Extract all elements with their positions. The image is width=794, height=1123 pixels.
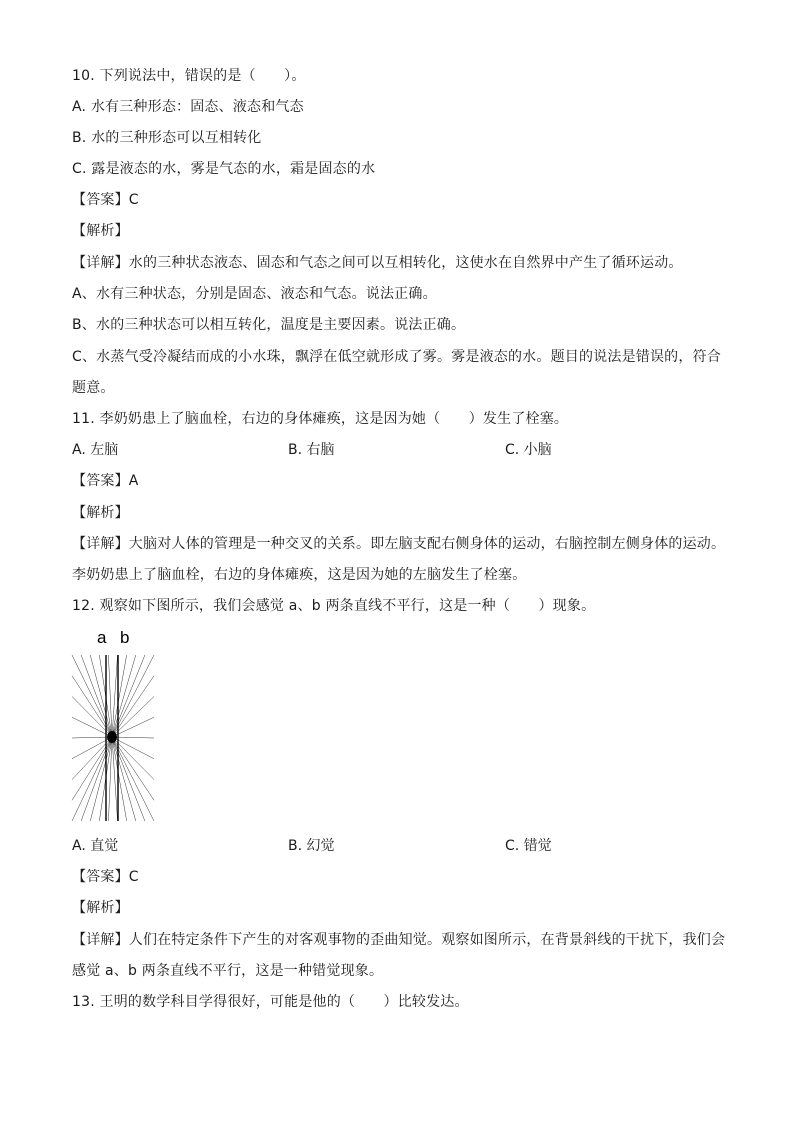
q11-option-c: C. 小脑 bbox=[505, 442, 552, 458]
q12-option-b: B. 幻觉 bbox=[288, 838, 335, 854]
q10-detail-line: A、水有三种状态，分别是固态、液态和气态。说法正确。 bbox=[72, 286, 437, 302]
q10-option-b: B. 水的三种形态可以互相转化 bbox=[72, 130, 262, 146]
q12-detail-line: 感觉 a、b 两条直线不平行，这是一种错觉现象。 bbox=[72, 963, 384, 979]
q11-answer: 【答案】A bbox=[72, 473, 139, 489]
q12-answer: 【答案】C bbox=[72, 869, 139, 885]
q11-detail-line: 【详解】大脑对人体的管理是一种交叉的关系。即左脑支配右侧身体的运动，右脑控制左侧身体的运动。 bbox=[72, 536, 726, 552]
parallel-lines-illusion-figure bbox=[70, 625, 156, 825]
q10-analysis-label: 【解析】 bbox=[72, 223, 129, 239]
question-10-stem: 10. 下列说法中，错误的是（ ）。 bbox=[72, 68, 306, 84]
figure-label-a: a bbox=[97, 628, 107, 647]
question-12-stem: 12. 观察如下图所示，我们会感觉 a、b 两条直线不平行，这是一种（ ）现象。 bbox=[72, 598, 596, 614]
q12-detail-line: 【详解】人们在特定条件下产生的对客观事物的歪曲知觉。观察如图所示，在背景斜线的干扰下，我们会 bbox=[72, 932, 726, 948]
q10-option-c: C. 露是液态的水，雾是气态的水，霜是固态的水 bbox=[72, 161, 376, 177]
q10-detail-line: 题意。 bbox=[72, 380, 115, 396]
background-ray bbox=[112, 655, 136, 737]
q12-option-c: C. 错觉 bbox=[505, 838, 552, 854]
question-11-stem: 11. 李奶奶患上了脑血栓，右边的身体瘫痪，这是因为她（ ）发生了栓塞。 bbox=[72, 411, 569, 427]
q12-option-a: A. 直觉 bbox=[72, 838, 119, 854]
q10-answer: 【答案】C bbox=[72, 192, 139, 208]
q11-option-b: B. 右脑 bbox=[288, 442, 335, 458]
background-ray bbox=[81, 737, 112, 821]
q11-detail-line: 李奶奶患上了脑血栓，右边的身体瘫痪，这是因为她的左脑发生了栓塞。 bbox=[72, 567, 527, 583]
q12-analysis-label: 【解析】 bbox=[72, 900, 129, 916]
question-13-stem: 13. 王明的数学科目学得很好，可能是他的（ ）比较发达。 bbox=[72, 994, 469, 1010]
q10-option-a: A. 水有三种形态：固态、液态和气态 bbox=[72, 99, 304, 115]
ray-convergence-center bbox=[107, 731, 117, 743]
q10-detail-line: C、水蒸气受冷凝结而成的小水珠，飘浮在低空就形成了雾。雾是液态的水。题目的说法是错误的，符合 bbox=[72, 349, 721, 365]
figure-label-b: b bbox=[120, 628, 130, 647]
q11-option-a: A. 左脑 bbox=[72, 442, 119, 458]
background-ray bbox=[112, 737, 136, 821]
q10-detail-line: 【详解】水的三种状态液态、固态和气态之间可以互相转化，这使水在自然界中产生了循环运动。 bbox=[72, 255, 683, 271]
q10-detail-line: B、水的三种状态可以相互转化，温度是主要因素。说法正确。 bbox=[72, 317, 466, 333]
q11-analysis-label: 【解析】 bbox=[72, 505, 129, 521]
background-ray bbox=[81, 655, 112, 737]
